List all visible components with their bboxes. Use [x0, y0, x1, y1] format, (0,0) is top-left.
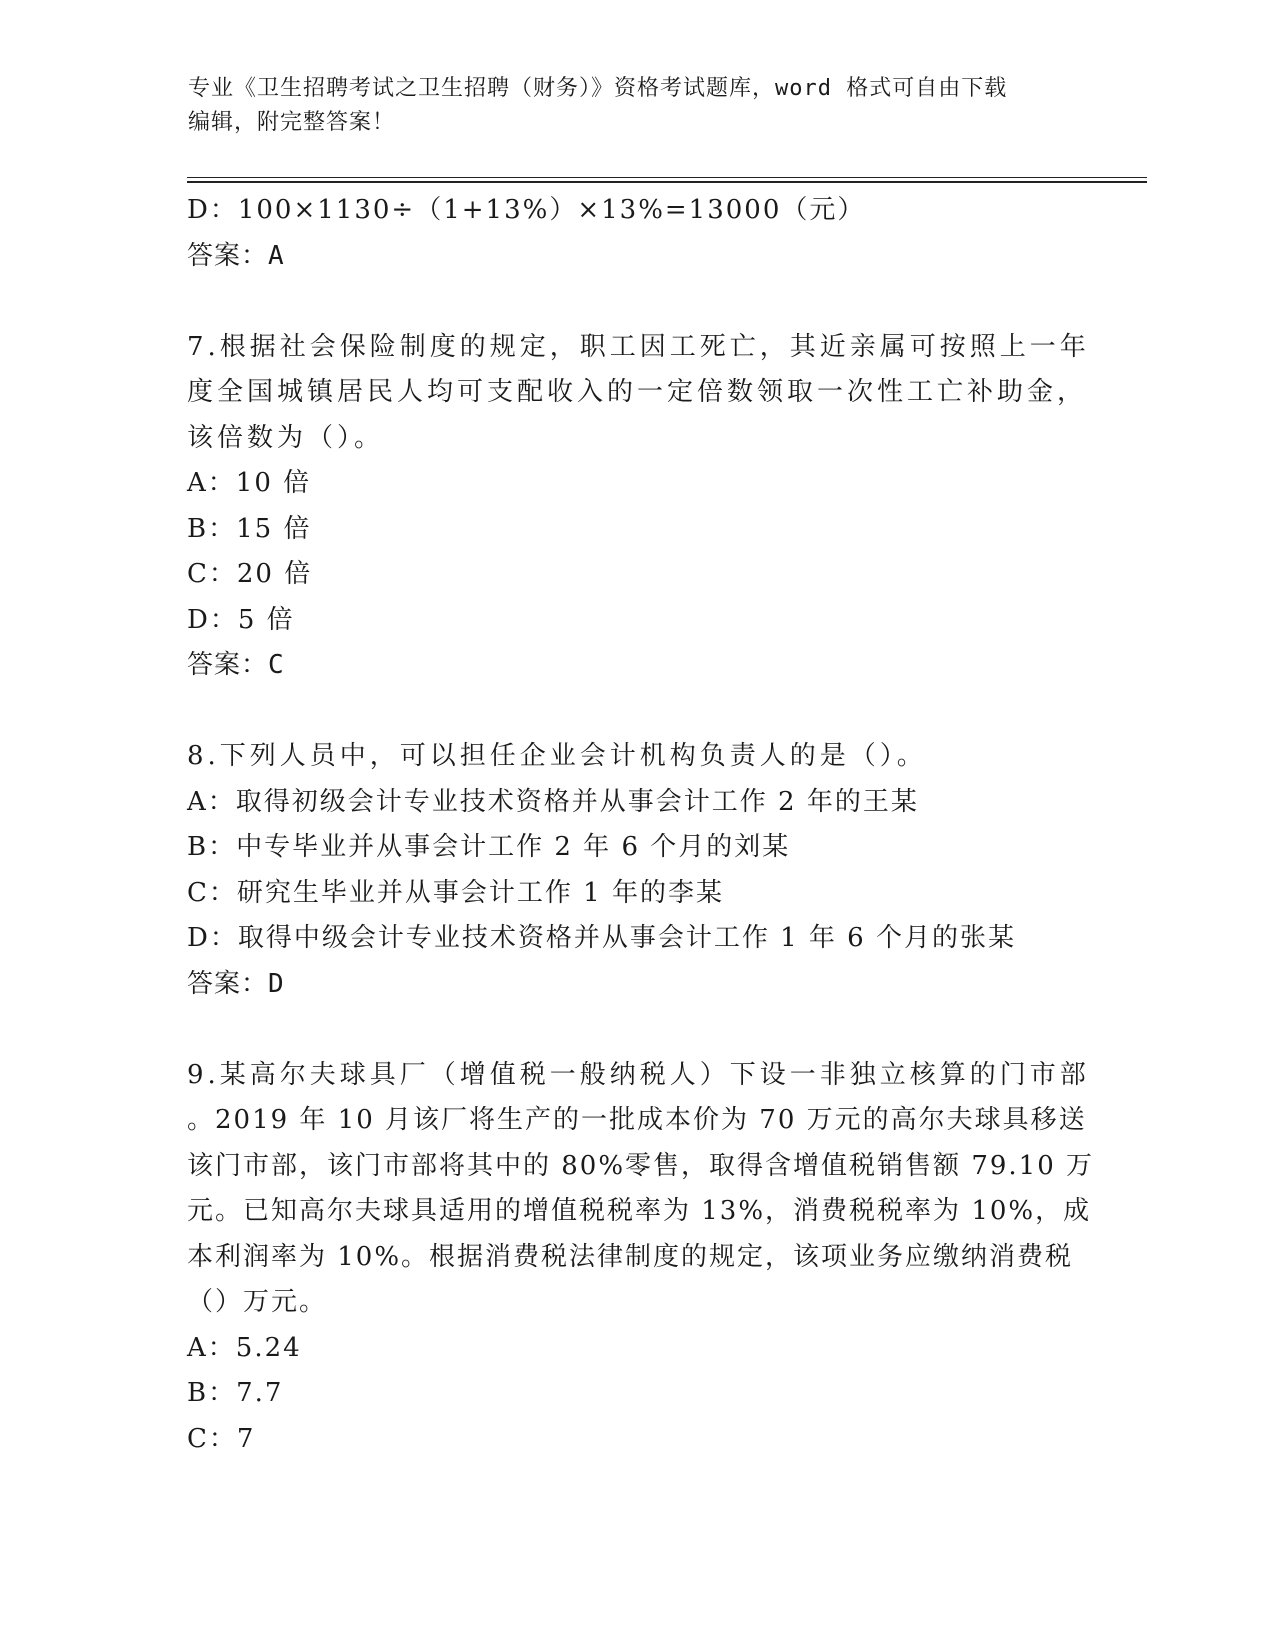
question-8-option-b: B：中专毕业并从事会计工作 2 年 6 个月的刘某: [187, 832, 791, 862]
question-8-option-a: A：取得初级会计专业技术资格并从事会计工作 2 年的王某: [187, 786, 919, 817]
question-7-option-d: D：5 倍: [187, 604, 295, 635]
question-8-option-d: D：取得中级会计专业技术资格并从事会计工作 1 年 6 个月的张某: [187, 923, 1016, 953]
spacer: [187, 1007, 1087, 1053]
question-7-stem-line: 该倍数为（）。: [187, 422, 385, 453]
question-8-answer: 答案：D: [187, 968, 285, 999]
question-9-option-a: A：5.24: [187, 1332, 302, 1363]
page-header: [188, 72, 1088, 140]
question-9-stem-line: （）万元。: [187, 1287, 328, 1317]
question-9-stem-line: 本利润率为 10%。根据消费税法律制度的规定，该项业务应缴纳消费税: [187, 1241, 1074, 1272]
question-9-stem-line: 。2019 年 10 月该厂将生产的一批成本价为 70 万元的高尔夫球具移送: [187, 1105, 1087, 1135]
question-7-stem-line: 7.根据社会保险制度的规定，职工因工死亡，其近亲属可按照上一年: [187, 331, 1090, 362]
question-7-stem-line: 度全国城镇居民人均可支配收入的一定倍数领取一次性工亡补助金，: [187, 377, 1088, 407]
header-divider-thin: [187, 177, 1147, 178]
question-7-option-b: B：15 倍: [187, 513, 312, 544]
question-7: [187, 325, 1090, 689]
header-line-1: 专业《卫生招聘考试之卫生招聘（财务）》资格考试题库，word 格式可自由下载: [188, 76, 1008, 101]
question-content: [187, 188, 1095, 1462]
question-9-stem-line: 元。已知高尔夫球具适用的增值税税率为 13%，消费税税率为 10%，成: [187, 1196, 1092, 1226]
question-8: [187, 734, 1087, 1007]
question-8-option-c: C：研究生毕业并从事会计工作 1 年的李某: [187, 877, 724, 908]
header-line-2: 编辑，附完整答案！: [188, 110, 396, 135]
question-7-answer: 答案：C: [187, 650, 285, 680]
question-9-stem-line: 该门市部，该门市部将其中的 80%零售，取得含增值税销售额 79.10 万: [187, 1150, 1095, 1181]
question-9-option-b: B：7.7: [187, 1378, 284, 1408]
header-divider-thick: [187, 181, 1147, 183]
question-7-option-c: C：20 倍: [187, 559, 313, 589]
question-9-stem-line: 9.某高尔夫球具厂（增值税一般纳税人）下设一非独立核算的门市部: [187, 1059, 1090, 1090]
question-9: [187, 1053, 1095, 1463]
question-9-option-c: C：7: [187, 1423, 256, 1454]
spacer: [187, 279, 1087, 325]
prev-option-d: D：100×1130÷（1+13%）×13%=13000（元）: [187, 195, 866, 225]
spacer: [187, 689, 1087, 735]
prev-answer: 答案：A: [187, 240, 285, 271]
question-8-stem-line: 8.下列人员中，可以担任企业会计机构负责人的是（）。: [187, 741, 927, 771]
question-7-option-a: A：10 倍: [187, 468, 312, 498]
